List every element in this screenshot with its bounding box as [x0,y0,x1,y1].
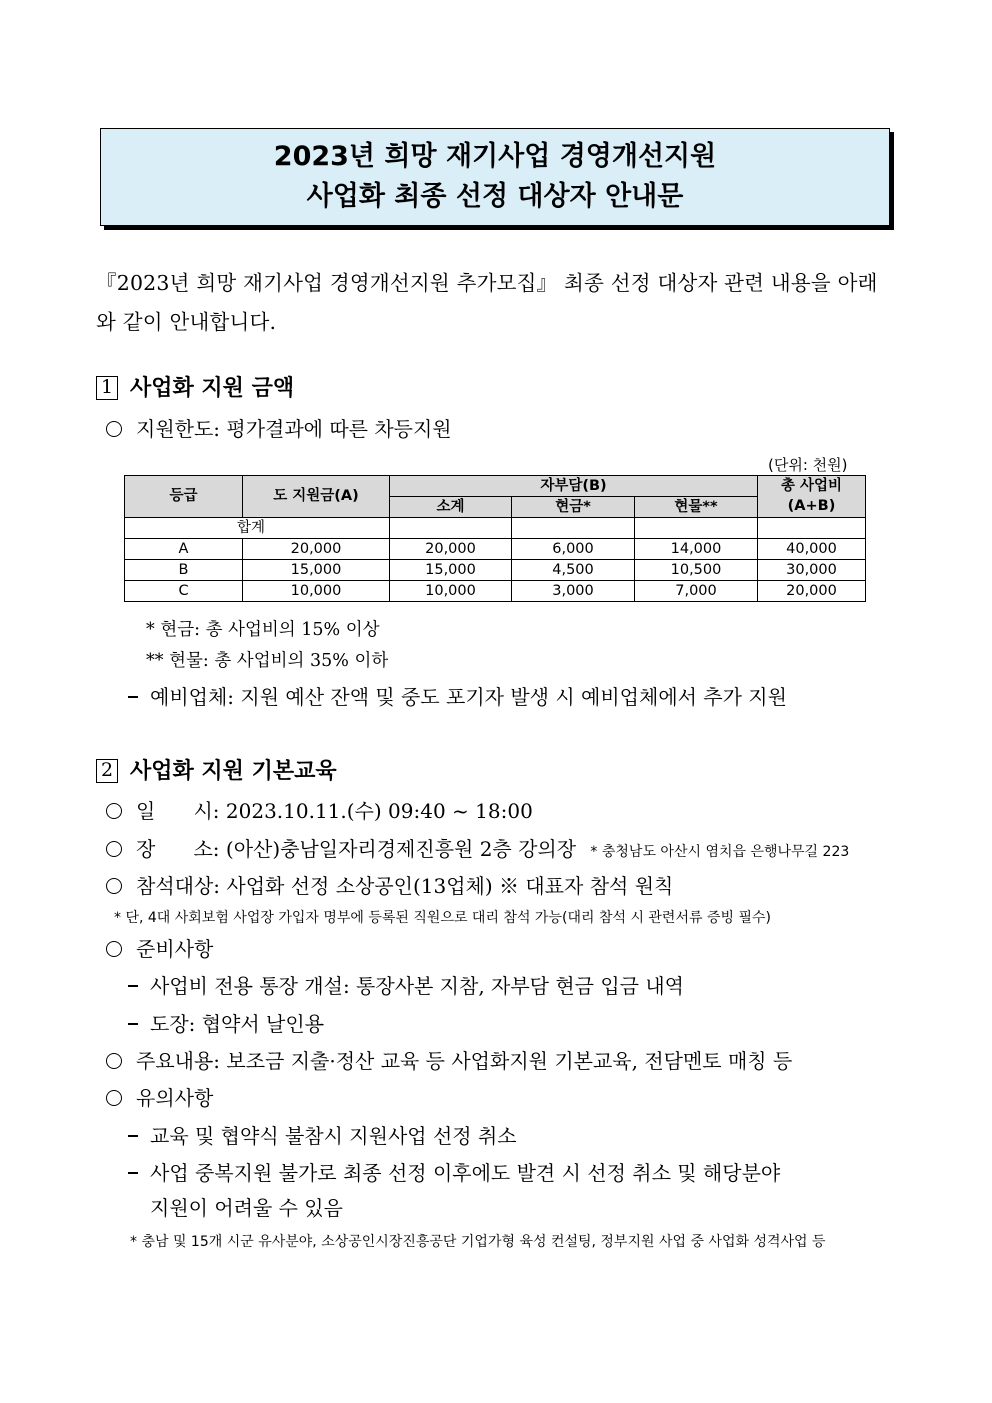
prep-item-1 [128,970,684,999]
circle-bullet-icon [106,803,122,819]
circle-bullet-icon [106,941,122,957]
cell: 6,000 [512,539,635,560]
caution-text: 유의사항 [136,1086,214,1110]
header-self-burden: 자부담(B) [390,476,758,497]
unit-label: (단위: 천원) [768,456,848,474]
cell: B [125,560,243,581]
dash-bullet-icon [128,1172,138,1174]
circle-bullet-icon [106,1090,122,1106]
cell: 20,000 [243,539,390,560]
prep-heading [106,933,213,962]
intro-paragraph: 『2023년 희망 재기사업 경영개선지원 추가모집』 최종 선정 대상자 관련 내용을 아래와 같이 안내합니다. [96,271,878,334]
section2-number: 2 [96,759,118,783]
dash-bullet-icon [128,1023,138,1025]
header-in-kind: 현물** [635,497,758,518]
header-grade: 등급 [125,476,243,518]
attend-target [106,870,673,899]
circle-bullet-icon [106,1053,122,1069]
date-label: 일 시: [136,799,220,823]
attend-note: * 단, 4대 사회보험 사업장 가입자 명부에 등록된 직원으로 대리 참석 가능(대리 참석 시 관련서류 증빙 필수) [114,910,771,926]
cell: 40,000 [758,539,866,560]
caution-note: * 충남 및 15개 시군 유사분야, 소상공인시장진흥공단 기업가형 육성 컨설팅, 정부지원 사업 중 사업화 성격사업 등 [130,1234,826,1250]
header-subtotal: 소계 [390,497,512,518]
cell: 3,000 [512,581,635,602]
caution2a-text: 사업 중복지원 불가로 최종 선정 이후에도 발견 시 선정 취소 및 해당분야 [150,1161,781,1185]
dash-bullet-icon [128,696,138,698]
cell: 7,000 [635,581,758,602]
place-value: (아산)충남일자리경제진흥원 2층 강의장 [225,837,577,861]
circle-bullet-icon [106,421,122,437]
header-cash: 현금* [512,497,635,518]
cell: 20,000 [758,581,866,602]
dash-bullet-icon [128,985,138,987]
header-gov-support: 도 지원금(A) [243,476,390,518]
attend-text: 참석대상: 사업화 선정 소상공인(13업체) ※ 대표자 참석 원칙 [136,874,674,898]
support-table [124,475,866,602]
prep-text: 준비사항 [136,937,214,961]
caution-item-2-cont: 지원이 어려울 수 있음 [150,1196,343,1220]
cell: A [125,539,243,560]
title-box [100,128,890,226]
table-row [125,581,866,602]
circle-bullet-icon [106,841,122,857]
caution-item-1 [128,1120,517,1149]
caution1-text: 교육 및 협약식 불참시 지원사업 선정 취소 [150,1124,517,1148]
table-row [125,539,866,560]
cell: 20,000 [390,539,512,560]
section1-title: 사업화 지원 금액 [130,375,295,401]
table-row-sum [125,518,866,539]
cell: C [125,581,243,602]
cell: 15,000 [390,560,512,581]
caution-item-2 [128,1157,780,1186]
place-note: * 충청남도 아산시 염치읍 은행나무길 223 [590,844,850,860]
place-label: 장 소: [136,837,220,861]
cell: 4,500 [512,560,635,581]
edu-date [106,795,533,824]
note-cash: * 현금: 총 사업비의 15% 이상 [146,620,380,640]
section2-heading [96,754,337,785]
prep2-text: 도장: 협약서 날인용 [150,1012,325,1036]
prep-item-2 [128,1008,324,1037]
prep1-text: 사업비 전용 통장 개설: 통장사본 지참, 자부담 현금 입금 내역 [150,974,684,998]
cell: 10,000 [243,581,390,602]
cell: 14,000 [635,539,758,560]
section2-title: 사업화 지원 기본교육 [130,758,337,784]
cell: 15,000 [243,560,390,581]
reserve-line [128,681,787,710]
support-limit-text: 지원한도: 평가결과에 따른 차등지원 [136,417,452,441]
date-value: 2023.10.11.(수) 09:40 ~ 18:00 [225,799,533,823]
header-total-formula: (A+B) [758,497,866,518]
sum-label: 합계 [125,518,390,539]
cell: 10,500 [635,560,758,581]
dash-bullet-icon [128,1135,138,1137]
main-content [106,1045,792,1074]
title-line1: 2023년 희망 재기사업 경영개선지원 [273,141,717,172]
cell: 30,000 [758,560,866,581]
cell: 10,000 [390,581,512,602]
table-row [125,560,866,581]
reserve-text: 예비업체: 지원 예산 잔액 및 중도 포기자 발생 시 예비업체에서 추가 지원 [150,685,787,709]
section1-heading [96,371,294,402]
support-limit [106,413,452,442]
section1-number: 1 [96,376,118,400]
caution-heading [106,1082,213,1111]
title-line2: 사업화 최종 선정 대상자 안내문 [306,181,684,212]
main-text: 주요내용: 보조금 지출·정산 교육 등 사업화지원 기본교육, 전담멘토 매칭 등 [136,1049,793,1073]
header-total: 총 사업비 [758,476,866,497]
edu-place [106,833,849,862]
circle-bullet-icon [106,878,122,894]
note-in-kind: ** 현물: 총 사업비의 35% 이하 [146,651,389,671]
